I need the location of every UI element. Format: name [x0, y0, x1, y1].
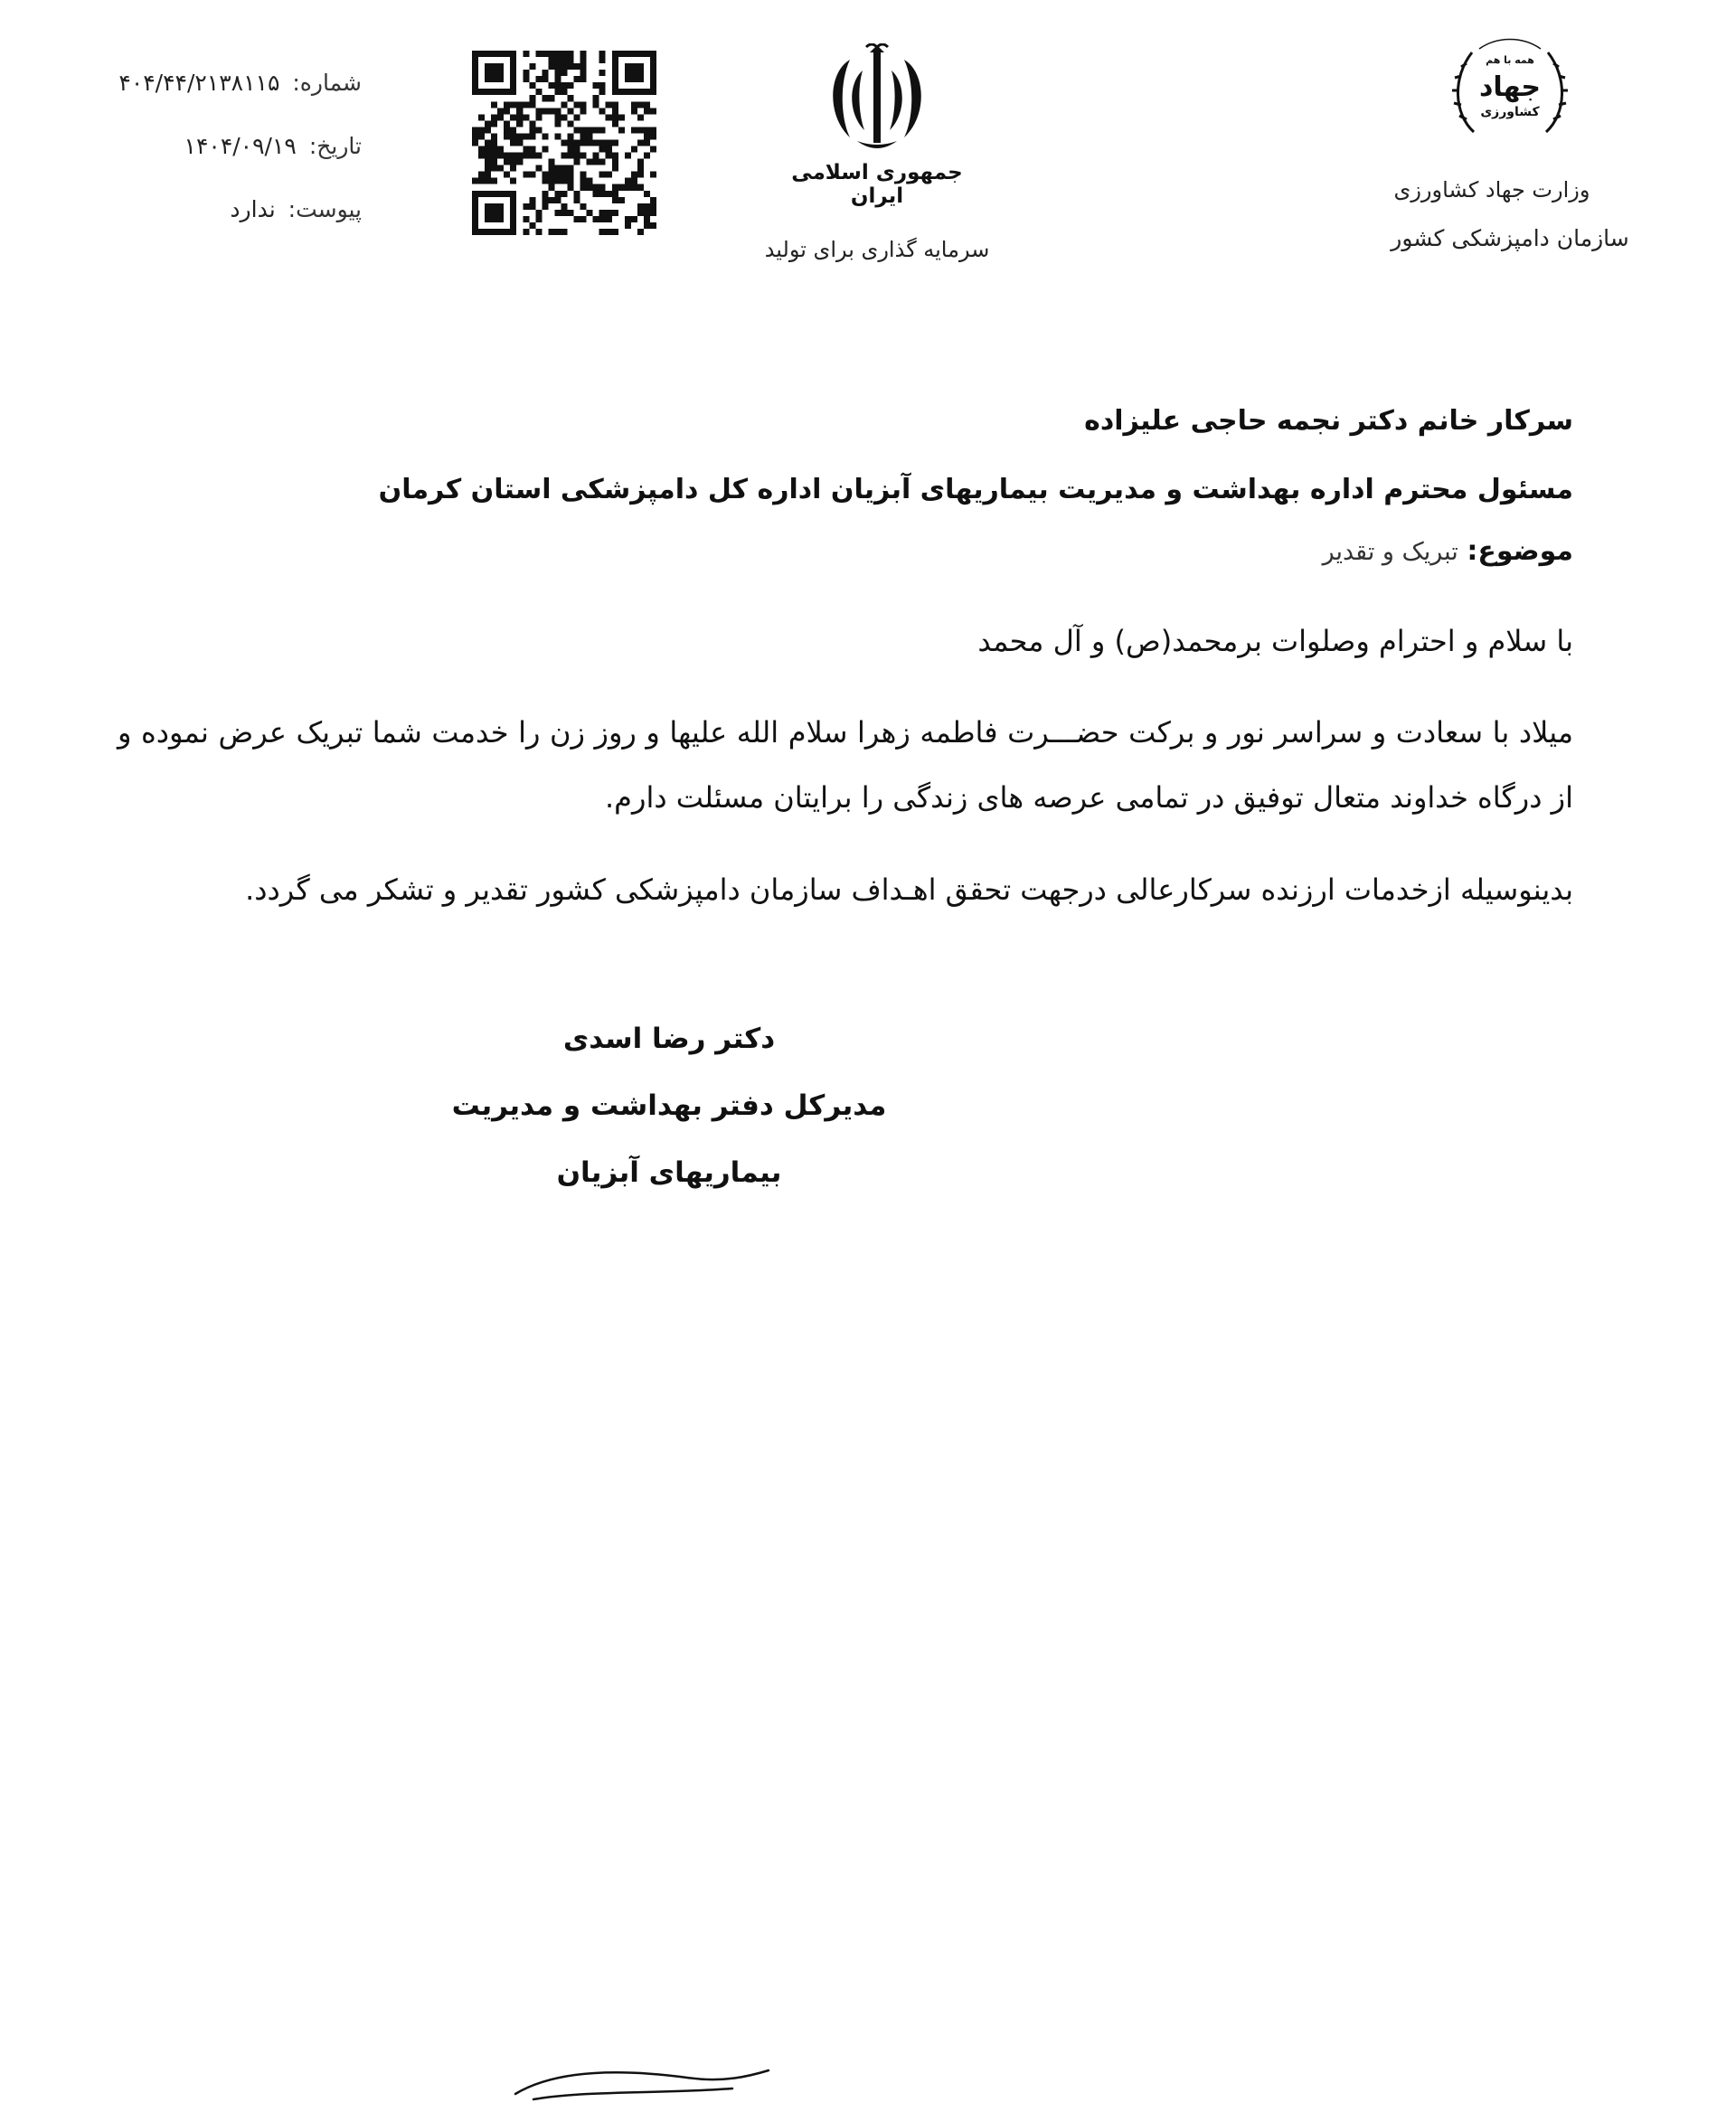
- paragraph-appreciation: بدینوسیله ازخدمات ارزنده سرکارعالی درجهت تحقق اهـداف سازمان دامپزشکی کشور تقدیر و تشکر می گردد.: [245, 872, 1573, 907]
- letter-number-label: شماره:: [292, 69, 362, 96]
- greeting: با سلام و احترام وصلوات برمحمد(ص) و آل محمد: [977, 624, 1573, 658]
- logo-text-top: همه با هم: [1486, 54, 1534, 66]
- handwritten-signature-icon: [506, 2058, 778, 2112]
- signatory-name: دکتر رضا اسدی: [562, 1023, 776, 1055]
- organization-name: سازمان دامپزشکی کشور: [1391, 224, 1629, 251]
- paragraph-congratulations: میلاد با سعادت و سراسر نور و برکت حضـــرت فاطمه زهرا سلام الله علیها و روز زن را خدمت شما تبریک عرض نموده و از درگاه خداوند متعال توفیق در تمامی عرصه های زندگی را برایتان مسئلت دارم.: [118, 715, 1573, 815]
- signatory-title-line2: بیماریهای آبزیان: [556, 1156, 782, 1189]
- letter-number-value: ۴۰۴/۴۴/۲۱۳۸۱۱۵: [118, 69, 280, 96]
- letter-attachment-value: ندارد: [230, 195, 276, 222]
- subject-label: موضوع:: [1467, 535, 1573, 567]
- ministry-block: [1374, 33, 1646, 252]
- subject-value: تبریک و تقدیر: [1322, 538, 1458, 566]
- letter-date-row: [36, 114, 362, 177]
- letter-metadata: [36, 51, 362, 240]
- logo-text-sub: کشاورزی: [1480, 105, 1540, 119]
- ministry-logo-icon: [1447, 33, 1573, 150]
- recipient-title: مسئول محترم اداره بهداشت و مدیریت بیماریهای آبزیان اداره کل دامپزشکی استان کرمان: [378, 474, 1573, 505]
- subject-line: [118, 535, 1573, 567]
- letter-date-label: تاریخ:: [308, 132, 362, 159]
- year-slogan: سرمایه گذاری برای تولید: [764, 237, 990, 262]
- ministry-name: وزارت جهاد کشاورزی: [1393, 177, 1590, 203]
- iran-emblem: [778, 43, 976, 208]
- signature-block: [416, 1005, 922, 1206]
- qr-code-icon: [472, 51, 656, 235]
- iran-emblem-icon: [823, 43, 931, 157]
- signatory-title-line1: مدیرکل دفتر بهداشت و مدیریت: [451, 1089, 887, 1122]
- letter-date-value: ۱۴۰۴/۰۹/۱۹: [184, 132, 297, 159]
- letter-attachment-label: پیوست:: [288, 195, 362, 222]
- recipient-name: سرکار خانم دکتر نجمه حاجی علیزاده: [1084, 405, 1573, 437]
- letter-number-row: [36, 51, 362, 114]
- emblem-caption: جمهوری اسلامی ایران: [791, 161, 963, 208]
- logo-text-main: جهاد: [1478, 71, 1542, 103]
- letter-attachment-row: [36, 177, 362, 240]
